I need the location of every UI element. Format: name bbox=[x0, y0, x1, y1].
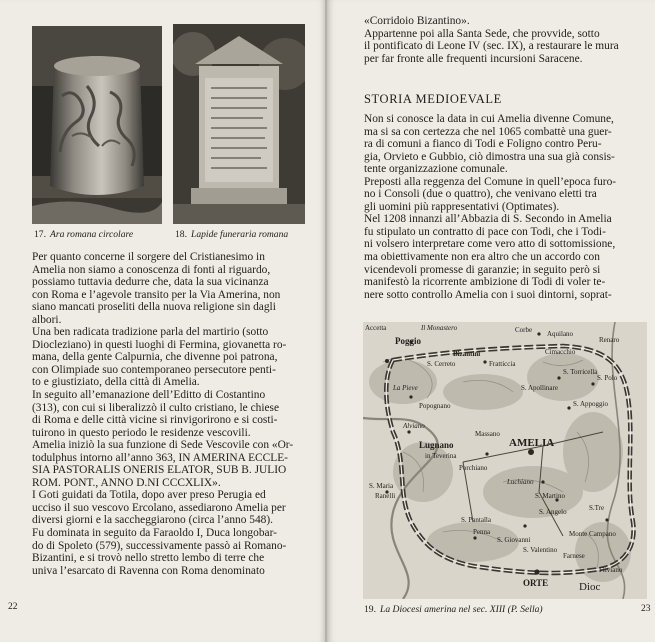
left-body-text bbox=[32, 251, 308, 577]
map-label: Fliviano bbox=[599, 566, 623, 574]
text-line: Non si conosce la data in cui Amelia divenne Comune, bbox=[364, 113, 614, 125]
figure-number: 18. bbox=[175, 229, 187, 240]
text-line: ROM. PONT., ANNO D.NI CCCXLIX». bbox=[32, 476, 221, 489]
map-label: Massano bbox=[475, 430, 500, 438]
photo-roman-altar bbox=[32, 26, 162, 224]
text-line: gia, Orvieto e Gubbio, ciò dimostra una sua già consis- bbox=[364, 150, 615, 163]
text-line: Una ben radicata tradizione parla del martirio (sotto bbox=[32, 326, 269, 339]
map-label: Monte Campano bbox=[569, 530, 616, 538]
text-line: ucciso il suo vescovo Ercolano, assediarono Amelia per bbox=[32, 501, 286, 514]
text-line: nere sotto controllo Amelia con i suoi dintorni, soprat- bbox=[364, 288, 612, 301]
diocese-map bbox=[363, 322, 647, 599]
text-line: ni volsero interpretare come vero atto di sottomissione, bbox=[364, 238, 616, 251]
caption-text: Lapide funeraria romana bbox=[191, 229, 289, 240]
left-page bbox=[0, 0, 326, 642]
text-line: di Roma e delle città vicine si rinvigorirono e si costi- bbox=[32, 414, 278, 427]
text-line: ra di comuni a fianco di Todi e Foligno contro Peru- bbox=[364, 138, 602, 151]
text-line: I Goti guidati da Totila, dopo aver preso Perugia ed bbox=[32, 489, 266, 502]
caption-fig-19 bbox=[364, 604, 543, 616]
text-line: siano mancati proseliti della nuova religione sin dagli bbox=[32, 301, 276, 314]
map-label: S. Valentino bbox=[523, 546, 558, 554]
text-line: albori. bbox=[32, 313, 62, 326]
map-label: Luchiano bbox=[507, 478, 534, 486]
map-label: S. Pantalla bbox=[461, 516, 491, 524]
map-label: S. Apollinare bbox=[521, 384, 558, 392]
map-label: Farnese bbox=[563, 552, 585, 560]
map-label: S. Cerreto bbox=[427, 360, 456, 368]
map-label: Dioc bbox=[579, 581, 601, 593]
section-heading: STORIA MEDIOEVALE bbox=[364, 92, 502, 106]
map-label: Aquilano bbox=[547, 330, 574, 338]
text-line: Amelia non siamo a conoscenza di fonti al riguardo, bbox=[32, 263, 271, 276]
text-line: tuirono in questo periodo le residenze vescovili. bbox=[32, 426, 251, 439]
text-line: Preposti alla reggenza del Comune in quell’epoca furo- bbox=[364, 175, 617, 188]
map-label: S. Appoggio bbox=[573, 400, 609, 408]
right-page bbox=[327, 0, 655, 642]
text-line: univa l’esarcato di Ravenna con Roma denominato bbox=[32, 564, 265, 577]
text-line: todulphus intorno all’anno 363, IN AMERINA ECCLE- bbox=[32, 451, 288, 464]
map-label: in Teverina bbox=[425, 452, 457, 460]
figure-number: 19. bbox=[364, 604, 376, 615]
map-label: S. Polo bbox=[597, 374, 618, 382]
caption-text: Ara romana circolare bbox=[50, 229, 134, 240]
map-label: AMELIA bbox=[509, 437, 555, 449]
map-label: Porchiano bbox=[459, 464, 488, 472]
text-line: Diocleziano) in questi luoghi di Fermina, giovanetta ro- bbox=[32, 338, 287, 351]
map-label: Accetta bbox=[365, 324, 387, 332]
map-label: La Pieve bbox=[393, 384, 418, 392]
map-label: S. Angelo bbox=[539, 508, 567, 516]
text-line: «Corridoio Bizantino». bbox=[364, 15, 470, 27]
photo-roman-tombstone bbox=[173, 24, 305, 224]
text-line: do di Spoleto (579), successivamente passò ai Romano- bbox=[32, 539, 287, 552]
page-number-right: 23 bbox=[641, 604, 651, 614]
map-label: Cimacchio bbox=[545, 348, 576, 356]
text-line: ma obiettivamente non era altro che un accordo con bbox=[364, 251, 600, 264]
map-label: Penna bbox=[473, 528, 491, 536]
map-label: S. Maria bbox=[369, 482, 394, 490]
map-label: Lugnano bbox=[419, 440, 454, 450]
text-line: Per quanto concerne il sorgere del Cristianesimo in bbox=[32, 251, 265, 263]
map-label: S. Martino bbox=[535, 492, 565, 500]
text-line: per far fronte alle frequenti incursioni Saracene. bbox=[364, 52, 583, 65]
text-line: gli uomini più rappresentativi (Optimates). bbox=[364, 200, 560, 213]
text-line: ma si sa con certezza che nel 1065 combattè una guer- bbox=[364, 125, 612, 138]
caption-text: La Diocesi amerina nel sec. XIII (P. Sella) bbox=[380, 604, 543, 615]
right-top-text bbox=[364, 15, 640, 65]
text-line: con Roma e l’agevole transito per la Via Amerina, non bbox=[32, 288, 281, 301]
text-line: con Olimpiade suo contemporaneo persecutore penti- bbox=[32, 363, 276, 376]
text-line: Nel 1208 innanzi all’Abbazia di S. Secondo in Amelia bbox=[364, 213, 612, 226]
text-line: (313), con cui si liberalizzò il culto cristiano, le chiese bbox=[32, 401, 280, 414]
text-line: Amelia iniziò la sua funzione di Sede Vescovile con «Or- bbox=[32, 439, 294, 452]
text-line: possiamo tuttavia dedurre che, data la sua vicinanza bbox=[32, 276, 269, 289]
caption-fig-17 bbox=[34, 229, 133, 241]
text-line: diversi giorni e la saccheggiarono (circa l’anno 548). bbox=[32, 514, 274, 527]
map-label: S. Giovanni bbox=[497, 536, 531, 544]
map-label: S.Tre bbox=[589, 504, 605, 512]
text-line: Bizantini, e si trovò nello stretto lembo di terre che bbox=[32, 552, 265, 565]
text-line: Fu dominata in seguito da Faraoldo I, Duca longobar- bbox=[32, 527, 277, 540]
text-line: manifestò la ricorrente ambizione di Todi di voler te- bbox=[364, 276, 606, 289]
text-line: to e giustiziato, della città di Amelia. bbox=[32, 376, 200, 389]
text-line: tente organizzazione comunale. bbox=[364, 163, 508, 176]
text-line: il pontificato di Leone IV (sec. IX), a restaurare le mura bbox=[364, 40, 619, 53]
text-line: no i Consoli (due o quattro), che venivano eletti tra bbox=[364, 188, 597, 201]
map-label: Poggio bbox=[395, 336, 421, 346]
text-line: mana, della gente Calpurnia, che divenne poi patrona, bbox=[32, 351, 278, 364]
map-label: Il Monastero bbox=[421, 324, 458, 332]
text-line: vicendevoli promesse di garanzie; in seguito però si bbox=[364, 263, 601, 276]
text-line: In seguito all’emanazione dell’Editto di Costantino bbox=[32, 389, 266, 402]
map-label: Renaro bbox=[599, 336, 620, 344]
page-number-left: 22 bbox=[8, 602, 18, 612]
text-line: fu stipulato un contratto di pace con Todi, che i Todi- bbox=[364, 225, 606, 238]
map-label: Alviano bbox=[403, 422, 425, 430]
text-line: Appartenne poi alla Santa Sede, che provvide, sotto bbox=[364, 27, 600, 40]
map-label: Bizantini bbox=[453, 350, 481, 358]
map-label: Corbe bbox=[515, 326, 533, 334]
map-label: Popognano bbox=[419, 402, 451, 410]
caption-fig-18 bbox=[175, 229, 288, 241]
right-body-text bbox=[364, 113, 640, 301]
map-label: Fratticcia bbox=[489, 360, 516, 368]
text-line: SIA PASTORALIS ONERIS ELATOR, SUB B. JULIO bbox=[32, 464, 287, 477]
map-label: ORTE bbox=[523, 578, 549, 588]
figure-number: 17. bbox=[34, 229, 46, 240]
map-label: S. Torricella bbox=[563, 368, 598, 376]
map-label: Ranelli bbox=[375, 492, 396, 500]
